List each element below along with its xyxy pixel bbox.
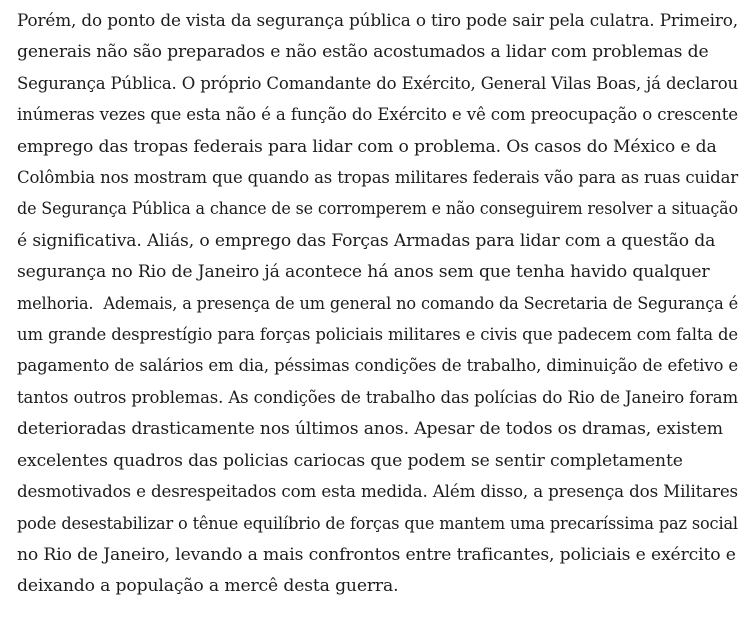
- paragraph-line: Segurança Pública. O próprio Comandante do Exército, General Vilas Boas, já declarou: [17, 73, 738, 94]
- paragraph-line: pagamento de salários em dia, péssimas condições de trabalho, diminuição de efetivo e: [17, 356, 739, 377]
- paragraph-line: Porém, do ponto de vista da segurança pública o tiro pode sair pela culatra. Primeiro,: [17, 11, 738, 31]
- paragraph-line: emprego das tropas federais para lidar com o problema. Os casos do México e da: [17, 136, 717, 157]
- paragraph-line: excelentes quadros das policias cariocas que podem se sentir completamente: [17, 450, 683, 471]
- paragraph-line: de Segurança Pública a chance de se corromperem e não conseguirem resolver a situação: [17, 199, 739, 220]
- paragraph-line: deterioradas drasticamente nos últimos anos. Apesar de todos os dramas, existem: [17, 419, 723, 440]
- paragraph-line: deixando a população a mercê desta guerra.: [17, 576, 399, 597]
- paragraph-line: tantos outros problemas. As condições de trabalho das polícias do Rio de Janeiro foram: [17, 387, 738, 408]
- paragraph-line: melhoria. Ademais, a presença de um general no comando da Secretaria de Segurança é: [17, 293, 738, 314]
- paragraph-line: Colômbia nos mostram que quando as tropas militares federais vão para as ruas cuidar: [17, 168, 739, 189]
- paragraph-line: um grande desprestígio para forças policiais militares e civis que padecem com falta de: [17, 325, 739, 346]
- paragraph-line: pode desestabilizar o tênue equilíbrio de forças que mantem uma precaríssima paz social: [17, 513, 738, 534]
- paragraph-line: inúmeras vezes que esta não é a função do Exército e vê com preocupação o crescente: [17, 105, 738, 126]
- paragraph-line: no Rio de Janeiro, levando a mais confrontos entre traficantes, policiais e exército e: [17, 544, 736, 565]
- paragraph-line: segurança no Rio de Janeiro já acontece há anos sem que tenha havido qualquer: [17, 262, 710, 283]
- paragraph-line: é significativa. Aliás, o emprego das Forças Armadas para lidar com a questão da: [17, 230, 716, 251]
- paragraph-line: desmotivados e desrespeitados com esta medida. Além disso, a presença dos Militares: [17, 482, 738, 503]
- paragraph-line: generais não são preparados e não estão acostumados a lidar com problemas de: [17, 42, 709, 63]
